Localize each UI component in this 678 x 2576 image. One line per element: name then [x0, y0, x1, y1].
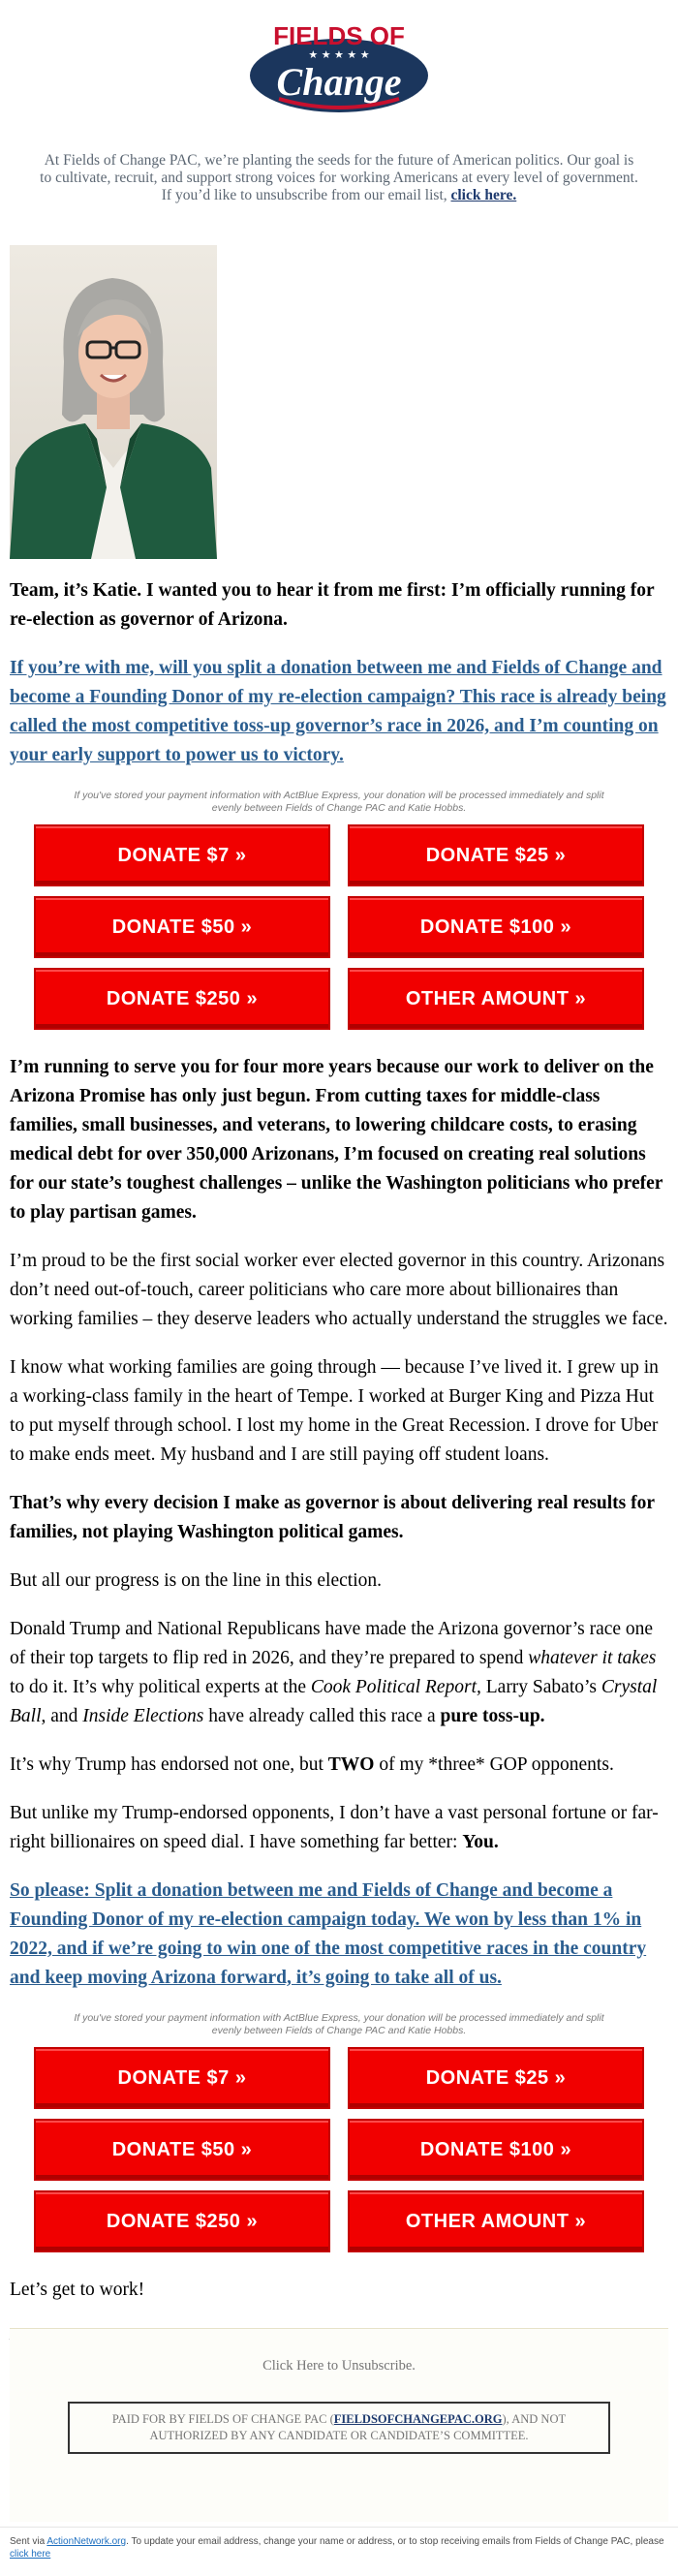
logo-line2: Change	[276, 60, 402, 104]
header-logo-area	[0, 0, 678, 131]
paragraph-2: I’m running to serve you for four more years because our work to deliver on the Arizona Promise has only just begun. From cutting taxes for middle-class families, small businesses, and veterans, to lowering childcare costs, to erasing medical debt for over 350,000 Arizonans, I’m focused on creating real solutions for our state’s toughest challenges – unlike the Washington politicians who prefer to play partisan games.	[10, 1057, 663, 1223]
svg-text:★ ★ ★ ★ ★: ★ ★ ★ ★ ★	[308, 48, 370, 61]
actionnetwork-link[interactable]: ActionNetwork.org	[46, 2536, 127, 2547]
footer	[10, 2328, 668, 2522]
actblue-note-1: If you've stored your payment information with ActBlue Express, your donation will be processed immediately and split evenly between Fields of Change PAC and Katie Hobbs.	[74, 790, 604, 814]
paragraph-8: It’s why Trump has endorsed not one, but TWO of my *three* GOP opponents.	[10, 1754, 614, 1775]
paragraph-5: That’s why every decision I make as governor is about delivering real results for families, not playing Washington political games.	[10, 1493, 655, 1542]
donate-buttons-1	[34, 824, 644, 1030]
opening-paragraph: Team, it’s Katie. I wanted you to hear it from me first: I’m officially running for re-election as governor of Arizona.	[10, 580, 655, 630]
donate-100-button[interactable]: DONATE $100 »	[348, 896, 644, 958]
other-amount-button[interactable]: OTHER AMOUNT »	[348, 968, 644, 1030]
manage-subscription-link[interactable]: click here	[10, 2549, 51, 2560]
paragraph-9: But unlike my Trump-endorsed opponents, I don’t have a vast personal fortune or far-right billionaires on speed dial. I have something far better: You.	[10, 1803, 659, 1852]
donate-25-button[interactable]: DONATE $25 »	[348, 2047, 644, 2109]
intro-body: At Fields of Change PAC, we’re planting the seeds for the future of American politics. Our goal is to cultivate, recruit, and support strong voices for working Americans at every level of government. If you’d like to unsubscribe from our email list,	[40, 152, 638, 203]
donate-7-button[interactable]: DONATE $7 »	[34, 2047, 330, 2109]
fields-of-change-logo[interactable]	[240, 16, 438, 118]
donate-ask-link-2[interactable]: So please: Split a donation between me and Fields of Change and become a Founding Donor of my re-election campaign today. We won by less than 1% in 2022, and if we’re going to win one of the most competitive races in the country and keep moving Arizona forward, it’s going to take all of us.	[10, 1880, 647, 1988]
donate-7-button[interactable]: DONATE $7 »	[34, 824, 330, 886]
unsubscribe-top-link[interactable]: click here.	[450, 187, 517, 203]
ask-paragraph-2	[10, 1877, 668, 1993]
donate-50-button[interactable]: DONATE $50 »	[34, 2119, 330, 2181]
candidate-photo	[10, 245, 217, 559]
other-amount-button[interactable]: OTHER AMOUNT »	[348, 2190, 644, 2252]
email-body	[10, 576, 668, 2373]
paragraph-3: I’m proud to be the first social worker ever elected governor in this country. Arizonans don’t need out-of-touch, career politicians who care more about billionaires than working families – they deserve leaders who actually understand the struggles we face.	[10, 1251, 668, 1329]
paragraph-7: Donald Trump and National Republicans have made the Arizona governor’s race one of their top targets to flip red in 2026, and they’re prepared to spend whatever it takes to do it. It’s why political experts at the Cook Political Report, Larry Sabato’s Crystal Ball, and Inside Elections have already called this race a pure toss-up.	[10, 1619, 658, 1726]
donate-250-button[interactable]: DONATE $250 »	[34, 968, 330, 1030]
donate-ask-link-1[interactable]: If you’re with me, will you split a donation between me and Fields of Change and become a Founding Donor of my re-election campaign? This race is already being called the most competitive toss-up governor’s race in 2026, and I’m counting on your early support to power us to victory.	[10, 658, 666, 765]
donate-buttons-2	[34, 2047, 644, 2252]
donate-50-button[interactable]: DONATE $50 »	[34, 896, 330, 958]
divider	[0, 2527, 678, 2528]
paragraph-6: But all our progress is on the line in this election.	[10, 1570, 382, 1591]
donate-100-button[interactable]: DONATE $100 »	[348, 2119, 644, 2181]
closing-line: Let’s get to work!	[10, 2280, 145, 2300]
ask-paragraph-1	[10, 654, 668, 770]
donate-25-button[interactable]: DONATE $25 »	[348, 824, 644, 886]
pac-website-link[interactable]: FIELDSOFCHANGEPAC.ORG	[333, 2412, 503, 2426]
paragraph-4: I know what working families are going through — because I’ve lived it. I grew up in a working-class family in the heart of Tempe. I worked at Burger King and Pizza Hut to put myself through school. I lost my home in the Great Recession. I drove for Uber to make ends meet. My husband and I are still paying off student loans.	[10, 1357, 659, 1465]
donate-250-button[interactable]: DONATE $250 »	[34, 2190, 330, 2252]
sent-via-notice: Sent via ActionNetwork.org. To update your email address, change your name or address, or to stop receiving emails from Fields of Change PAC, please click here	[10, 2536, 664, 2560]
intro-text	[39, 152, 639, 204]
unsubscribe-link[interactable]: Click Here to Unsubscribe.	[262, 2358, 416, 2374]
logo-line1: FIELDS OF	[273, 21, 405, 50]
paid-for-disclaimer: PAID FOR BY FIELDS OF CHANGE PAC (FIELDSOFCHANGEPAC.ORG), AND NOT AUTHORIZED BY ANY CANDIDATE OR CANDIDATE’S COMMITTEE.	[68, 2402, 610, 2454]
actblue-note-2: If you've stored your payment information with ActBlue Express, your donation will be processed immediately and split evenly between Fields of Change PAC and Katie Hobbs.	[74, 2012, 604, 2036]
